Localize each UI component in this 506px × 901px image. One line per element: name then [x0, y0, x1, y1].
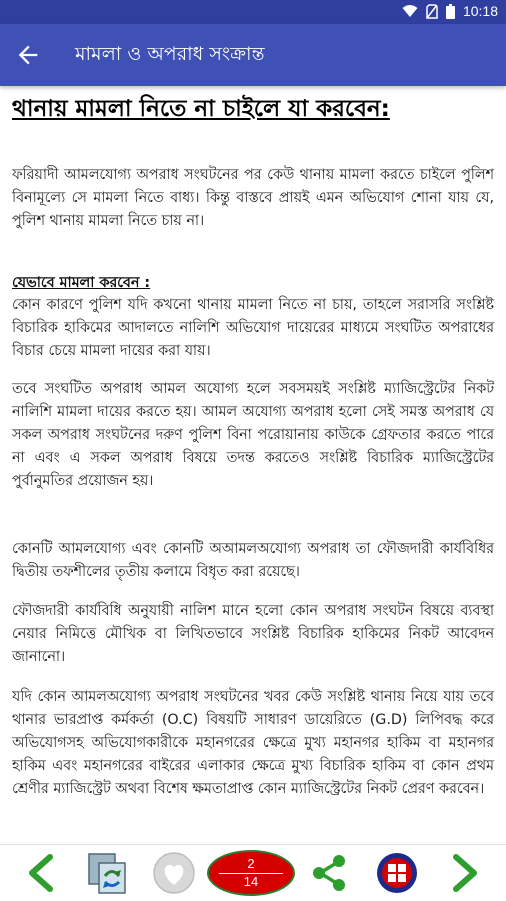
article-paragraph: যদি কোন আমলঅযোগ্য অপরাধ সংঘটনের খবর কেউ সংশ্লিষ্ট থানায় নিয়ে যায় তবে থানার ভারপ্রাপ্ত কর্মকর্তা (O.C) বিষয়টি সাধারণ ডায়েরিতে (G.D) লিপিবদ্ধ করে অভিযোগসহ অভিযোগকারীকে মহানগরের ক্ষেত্রে মুখ্য মহানগর হাকিম বা মহানগর হাকিম এবং মহানগরের বাইরের এলাকার ক্ষেত্রে মুখ্য বিচারিক হাকিম বা কোন প্রথম শ্রেণীর ম্যাজিস্ট্রেট অথবা বিশেষ ক্ষমতাপ্রাপ্ত কোন ম্যাজিস্ট্রেটের নিকট প্রেরণ করবেন।: [12, 689, 494, 797]
chevron-right-icon: [450, 853, 482, 893]
index-grid-button[interactable]: [374, 851, 420, 895]
share-copy-button[interactable]: [84, 851, 130, 895]
app-bar: [0, 24, 506, 86]
article-heading: থানায় মামলা নিতে না চাইলে যা করবেন:: [12, 96, 390, 122]
share-icon: [308, 852, 350, 894]
page-indicator[interactable]: [207, 850, 295, 896]
status-bar: [0, 0, 506, 24]
grid-icon: [375, 851, 419, 895]
previous-button[interactable]: [20, 851, 60, 895]
copy-refresh-icon: [85, 851, 129, 895]
back-button[interactable]: [14, 41, 42, 69]
app-title: মামলা ও অপরাধ সংক্রান্ত: [75, 43, 265, 65]
article-paragraph: কোনটি আমলযোগ্য এবং কোনটি অআমলঅযোগ্য অপরাধ তা ফৌজদারী কার্যবিধির দ্বিতীয় তফশীলের তৃতীয় কলামে বিধৃত করা রয়েছে।: [12, 541, 494, 580]
status-icons: [402, 3, 498, 19]
article-paragraph: কোন কারণে পুলিশ যদি কখনো থানায় মামলা নিতে না চায়, তাহলে সরাসরি সংশ্লিষ্ট বিচারিক হাকিমের আদালতে নালিশি অভিযোগ দায়েরের মাধ্যমে সংঘটিত অপরাধের বিচার চেয়ে মামলা দায়ের করা যায়।: [12, 297, 494, 359]
article-paragraph: তবে সংঘটিত অপরাধ আমল অযোগ্য হলে সবসময়ই সংশ্লিষ্ট ম্যাজিস্ট্রেটের নিকট নালিশি মামলা দায়ের করতে হয়। আমল অযোগ্য অপরাধ হলো সেই সমস্ত অপরাধ যে সকল অপরাধ সংঘটনের দরুণ পুলিশ বিনা পরোয়ানায় কাউকে গ্রেফতার করতে পারে না এবং এ সকল অপরাধ বিষয়ে তদন্ত করতেও সংশ্লিষ্ট বিচারিক ম্যাজিস্ট্রেটের পুর্বানুমতির প্রয়োজন হয়।: [12, 381, 494, 489]
page-current: 2: [247, 856, 255, 871]
page-total: 14: [243, 874, 259, 889]
bottom-toolbar: [0, 844, 506, 901]
wifi-icon: [402, 4, 418, 18]
article-content[interactable]: [0, 86, 506, 844]
status-time: 10:18: [462, 3, 498, 19]
chevron-left-icon: [24, 853, 56, 893]
battery-icon: [446, 4, 455, 19]
article-paragraph: ফরিয়াদী আমলযোগ্য অপরাধ সংঘটনের পর কেউ থানায় মামলা করতে চাইলে পুলিশ বিনামূল্যে সে মামলা নিতে বাধ্য। কিন্তু বাস্তবে প্রায়ই এমন অভিযোগ শোনা যায় যে, পুলিশ থানায় মামলা নিতে চায় না।: [12, 167, 494, 229]
next-button[interactable]: [446, 851, 486, 895]
heart-icon: [152, 851, 196, 895]
article-paragraph: ফৌজদারী কার্যবিধি অনুযায়ী নালিশ মানে হলো কোন অপরাধ সংঘটন বিষয়ে ব্যবস্থা নেয়ার নিমিত্তে মৌখিক বা লিখিতভাবে সংশ্লিষ্ট বিচারিক হাকিমের নিকট আবেদন জানানো।: [12, 603, 494, 665]
share-button[interactable]: [306, 851, 352, 895]
arrow-back-icon: [14, 41, 42, 69]
favorite-button[interactable]: [150, 851, 198, 895]
article-subheading: যেভাবে মামলা করবেন :: [12, 275, 151, 291]
no-sim-icon: [426, 4, 438, 19]
